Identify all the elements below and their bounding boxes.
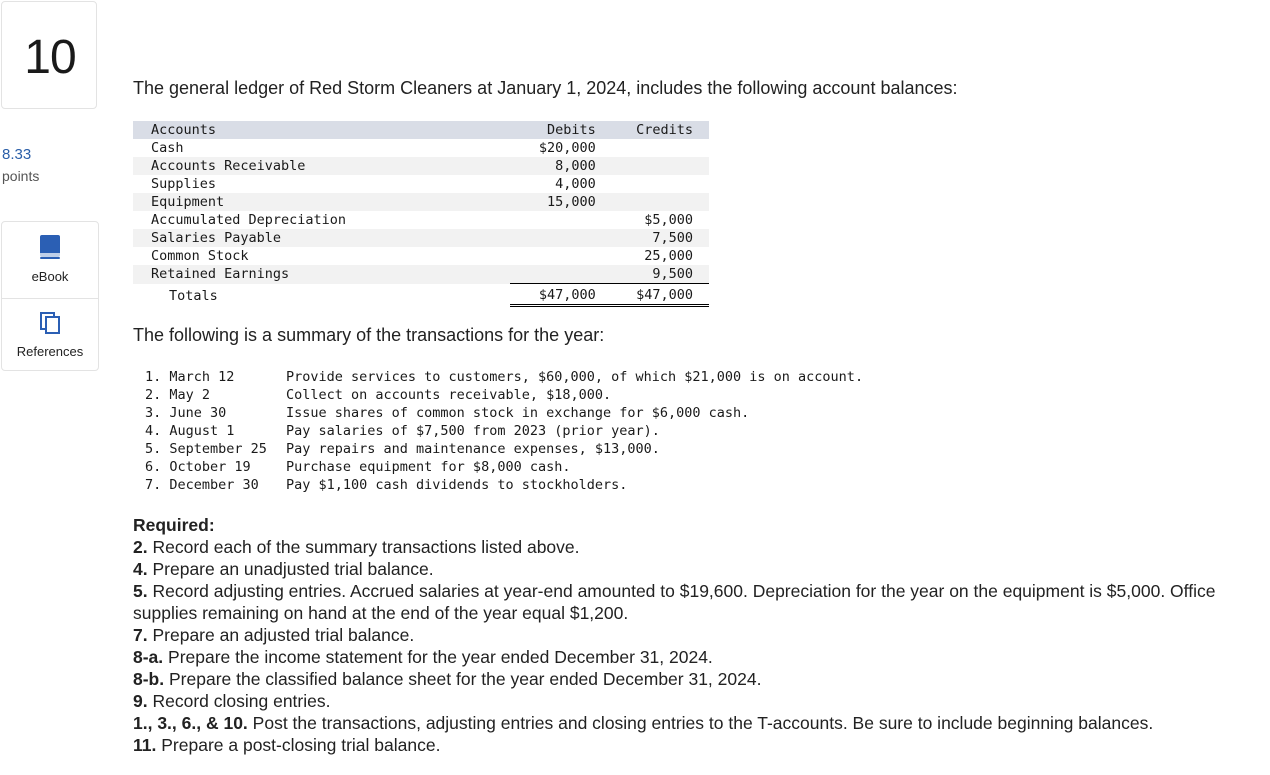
header-debits: Debits bbox=[510, 121, 612, 139]
account-name: Accounts Receivable bbox=[133, 157, 510, 175]
table-row bbox=[133, 139, 709, 157]
book-icon bbox=[38, 234, 62, 260]
debit-value bbox=[510, 229, 612, 247]
ledger-table bbox=[133, 121, 709, 307]
debit-value bbox=[510, 265, 612, 284]
required-item-text: Prepare an adjusted trial balance. bbox=[152, 625, 415, 645]
transaction-desc: Pay repairs and maintenance expenses, $13,000. bbox=[286, 441, 660, 457]
credit-value bbox=[612, 175, 709, 193]
ebook-label: eBook bbox=[31, 269, 69, 284]
required-item bbox=[133, 712, 1263, 734]
references-button[interactable] bbox=[2, 298, 98, 371]
account-name: Retained Earnings bbox=[133, 265, 510, 284]
credit-value: $5,000 bbox=[644, 212, 693, 228]
table-row bbox=[133, 211, 709, 229]
account-name: Supplies bbox=[151, 176, 217, 192]
list-item bbox=[145, 422, 863, 440]
header-credits: Credits bbox=[612, 121, 709, 139]
list-item bbox=[145, 368, 863, 386]
transaction-date: 6. October 19 bbox=[145, 459, 251, 475]
transaction-desc: Issue shares of common stock in exchange for $6,000 cash. bbox=[286, 405, 750, 421]
intro-text: The general ledger of Red Storm Cleaners at January 1, 2024, includes the following account balances: bbox=[133, 78, 958, 98]
list-item bbox=[145, 476, 863, 494]
transactions-list bbox=[145, 368, 863, 494]
required-item-text: Post the transactions, adjusting entries and closing entries to the T-accounts. Be sure to include beginning balances. bbox=[252, 713, 1154, 733]
question-number: 10 bbox=[24, 31, 76, 84]
credit-value: 7,500 bbox=[612, 229, 709, 247]
account-name: Accumulated Depreciation bbox=[151, 212, 347, 228]
ledger-header-row bbox=[133, 121, 709, 139]
table-row bbox=[133, 229, 709, 247]
list-item bbox=[145, 458, 863, 476]
points-label: points bbox=[2, 168, 40, 184]
required-item-text: Prepare the classified balance sheet for the year ended December 31, 2024. bbox=[169, 669, 762, 689]
required-item-text: Prepare a post-closing trial balance. bbox=[161, 735, 441, 755]
credit-value bbox=[612, 193, 709, 211]
required-heading: Required: bbox=[133, 515, 215, 535]
required-item-number: 4. bbox=[133, 559, 148, 579]
required-item-number: 8-a. bbox=[133, 647, 164, 667]
required-item-text: Prepare an unadjusted trial balance. bbox=[152, 559, 434, 579]
debit-value: 15,000 bbox=[510, 193, 612, 211]
required-item-number: 1., 3., 6., & 10. bbox=[133, 713, 248, 733]
transaction-desc: Purchase equipment for $8,000 cash. bbox=[286, 459, 571, 475]
required-item bbox=[133, 690, 1263, 712]
tools-panel bbox=[1, 221, 99, 371]
totals-label: Totals bbox=[169, 287, 218, 304]
required-item-number: 8-b. bbox=[133, 669, 165, 689]
table-row bbox=[133, 265, 709, 284]
account-name: Common Stock bbox=[151, 248, 249, 264]
transaction-desc: Provide services to customers, $60,000, of which $21,000 is on account. bbox=[286, 369, 864, 385]
header-accounts: Accounts bbox=[133, 121, 510, 139]
required-item-number: 2. bbox=[133, 537, 148, 557]
table-row bbox=[133, 247, 709, 265]
required-item bbox=[133, 734, 1263, 756]
transaction-desc: Pay salaries of $7,500 from 2023 (prior year). bbox=[286, 423, 660, 439]
transaction-date: 4. August 1 bbox=[145, 423, 235, 439]
transaction-desc: Collect on accounts receivable, $18,000. bbox=[286, 387, 612, 403]
table-row bbox=[133, 175, 709, 193]
transaction-date: 5. September 25 bbox=[145, 441, 267, 457]
total-debits: $47,000 bbox=[510, 284, 612, 306]
required-item bbox=[133, 646, 1263, 668]
required-item bbox=[133, 668, 1263, 690]
required-item-text: Record closing entries. bbox=[152, 691, 331, 711]
required-item-text: Record adjusting entries. Accrued salaries at year-end amounted to $19,600. Depreciation for the year on the equipment is $5,000. Office supplies remaining on hand at the end of the year equal $1,200. bbox=[133, 581, 1216, 623]
required-item-number: 7. bbox=[133, 625, 148, 645]
references-label: References bbox=[16, 344, 84, 359]
ebook-button[interactable] bbox=[2, 234, 98, 296]
required-item bbox=[133, 624, 1263, 646]
credit-value bbox=[612, 157, 709, 175]
transaction-date: 2. May 2 bbox=[145, 387, 211, 403]
list-item bbox=[145, 440, 863, 458]
transaction-date: 1. March 12 bbox=[145, 369, 235, 385]
total-credits: $47,000 bbox=[612, 284, 709, 306]
account-name: Salaries Payable bbox=[133, 229, 510, 247]
required-item bbox=[133, 536, 1263, 558]
debit-value bbox=[510, 211, 612, 229]
debit-value: $20,000 bbox=[538, 140, 596, 156]
debit-value: 8,000 bbox=[510, 157, 612, 175]
debit-value: 4,000 bbox=[555, 176, 596, 192]
required-item-number: 9. bbox=[133, 691, 148, 711]
required-item-text: Record each of the summary transactions listed above. bbox=[152, 537, 580, 557]
transaction-date: 3. June 30 bbox=[145, 405, 227, 421]
credit-value: 9,500 bbox=[612, 265, 709, 284]
totals-row bbox=[133, 284, 709, 306]
required-item-number: 5. bbox=[133, 581, 148, 601]
documents-icon bbox=[39, 311, 61, 335]
transaction-desc: Pay $1,100 cash dividends to stockholders. bbox=[286, 477, 628, 493]
transaction-date: 7. December 30 bbox=[145, 477, 259, 493]
summary-intro: The following is a summary of the transactions for the year: bbox=[133, 325, 605, 345]
debit-value bbox=[510, 247, 612, 265]
table-row bbox=[133, 193, 709, 211]
required-item bbox=[133, 558, 1263, 580]
required-item-text: Prepare the income statement for the year ended December 31, 2024. bbox=[168, 647, 713, 667]
credit-value: 25,000 bbox=[644, 248, 693, 264]
account-name: Cash bbox=[151, 140, 184, 156]
required-item-number: 11. bbox=[133, 735, 157, 755]
required-item bbox=[133, 580, 1263, 624]
question-number-box bbox=[1, 1, 97, 109]
list-item bbox=[145, 404, 863, 422]
list-item bbox=[145, 386, 863, 404]
credit-value bbox=[612, 139, 709, 157]
required-section bbox=[133, 514, 1263, 756]
points-value: 8.33 bbox=[2, 146, 32, 163]
account-name: Equipment bbox=[133, 193, 510, 211]
table-row bbox=[133, 157, 709, 175]
